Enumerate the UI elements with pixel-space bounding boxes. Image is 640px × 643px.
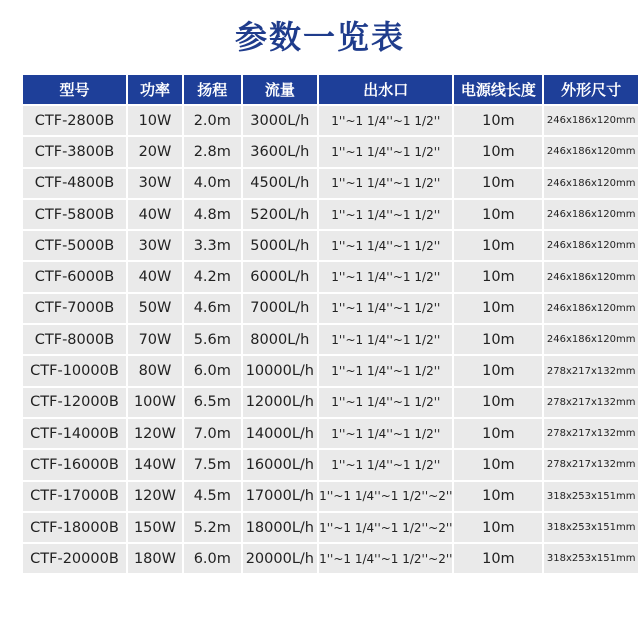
cell-dimensions: 278x217x132mm bbox=[544, 419, 638, 448]
cell-flow: 10000L/h bbox=[243, 356, 318, 385]
table-row bbox=[23, 200, 638, 229]
table-row bbox=[23, 544, 638, 573]
header-cable-length: 电源线长度 bbox=[454, 75, 542, 104]
cell-flow: 6000L/h bbox=[243, 262, 318, 291]
table-row bbox=[23, 388, 638, 417]
table-row bbox=[23, 482, 638, 511]
table-header-row bbox=[23, 75, 638, 104]
cell-dimensions: 318x253x151mm bbox=[544, 513, 638, 542]
cell-dimensions: 278x217x132mm bbox=[544, 450, 638, 479]
cell-cable-length: 10m bbox=[454, 513, 542, 542]
cell-dimensions: 278x217x132mm bbox=[544, 356, 638, 385]
cell-outlet: 1''~1 1/4''~1 1/2''~2'' bbox=[319, 482, 452, 511]
cell-cable-length: 10m bbox=[454, 200, 542, 229]
cell-cable-length: 10m bbox=[454, 388, 542, 417]
cell-flow: 14000L/h bbox=[243, 419, 318, 448]
cell-power: 70W bbox=[128, 325, 182, 354]
cell-head: 2.0m bbox=[184, 106, 241, 135]
cell-power: 30W bbox=[128, 231, 182, 260]
cell-model: CTF-14000B bbox=[23, 419, 126, 448]
cell-power: 20W bbox=[128, 137, 182, 166]
cell-outlet: 1''~1 1/4''~1 1/2'' bbox=[319, 169, 452, 198]
cell-flow: 16000L/h bbox=[243, 450, 318, 479]
cell-outlet: 1''~1 1/4''~1 1/2'' bbox=[319, 450, 452, 479]
cell-outlet: 1''~1 1/4''~1 1/2''~2'' bbox=[319, 544, 452, 573]
cell-outlet: 1''~1 1/4''~1 1/2'' bbox=[319, 294, 452, 323]
cell-outlet: 1''~1 1/4''~1 1/2'' bbox=[319, 137, 452, 166]
cell-power: 50W bbox=[128, 294, 182, 323]
cell-cable-length: 10m bbox=[454, 325, 542, 354]
cell-model: CTF-12000B bbox=[23, 388, 126, 417]
cell-dimensions: 246x186x120mm bbox=[544, 262, 638, 291]
header-dimensions: 外形尺寸 bbox=[544, 75, 638, 104]
cell-power: 40W bbox=[128, 200, 182, 229]
cell-cable-length: 10m bbox=[454, 169, 542, 198]
cell-model: CTF-2800B bbox=[23, 106, 126, 135]
table-row bbox=[23, 450, 638, 479]
cell-flow: 12000L/h bbox=[243, 388, 318, 417]
cell-flow: 18000L/h bbox=[243, 513, 318, 542]
cell-dimensions: 246x186x120mm bbox=[544, 325, 638, 354]
cell-head: 6.0m bbox=[184, 356, 241, 385]
cell-power: 120W bbox=[128, 482, 182, 511]
header-outlet: 出水口 bbox=[319, 75, 452, 104]
cell-dimensions: 246x186x120mm bbox=[544, 294, 638, 323]
cell-flow: 8000L/h bbox=[243, 325, 318, 354]
cell-model: CTF-10000B bbox=[23, 356, 126, 385]
cell-cable-length: 10m bbox=[454, 231, 542, 260]
cell-flow: 4500L/h bbox=[243, 169, 318, 198]
header-model: 型号 bbox=[23, 75, 126, 104]
cell-model: CTF-18000B bbox=[23, 513, 126, 542]
cell-flow: 17000L/h bbox=[243, 482, 318, 511]
cell-cable-length: 10m bbox=[454, 450, 542, 479]
cell-head: 7.5m bbox=[184, 450, 241, 479]
cell-power: 180W bbox=[128, 544, 182, 573]
cell-model: CTF-6000B bbox=[23, 262, 126, 291]
cell-dimensions: 278x217x132mm bbox=[544, 388, 638, 417]
table-row bbox=[23, 325, 638, 354]
cell-head: 4.8m bbox=[184, 200, 241, 229]
cell-flow: 20000L/h bbox=[243, 544, 318, 573]
cell-model: CTF-4800B bbox=[23, 169, 126, 198]
cell-model: CTF-17000B bbox=[23, 482, 126, 511]
cell-power: 100W bbox=[128, 388, 182, 417]
cell-outlet: 1''~1 1/4''~1 1/2'' bbox=[319, 231, 452, 260]
cell-dimensions: 246x186x120mm bbox=[544, 137, 638, 166]
cell-model: CTF-20000B bbox=[23, 544, 126, 573]
cell-cable-length: 10m bbox=[454, 262, 542, 291]
cell-head: 2.8m bbox=[184, 137, 241, 166]
cell-model: CTF-5000B bbox=[23, 231, 126, 260]
table-body bbox=[23, 106, 638, 573]
header-power: 功率 bbox=[128, 75, 182, 104]
cell-model: CTF-16000B bbox=[23, 450, 126, 479]
table-row bbox=[23, 513, 638, 542]
table-row bbox=[23, 294, 638, 323]
page-title: 参数一览表 bbox=[234, 18, 405, 56]
spec-table bbox=[21, 73, 640, 575]
cell-outlet: 1''~1 1/4''~1 1/2'' bbox=[319, 106, 452, 135]
header-flow: 流量 bbox=[243, 75, 318, 104]
cell-power: 40W bbox=[128, 262, 182, 291]
cell-head: 5.6m bbox=[184, 325, 241, 354]
cell-power: 10W bbox=[128, 106, 182, 135]
cell-power: 150W bbox=[128, 513, 182, 542]
cell-outlet: 1''~1 1/4''~1 1/2'' bbox=[319, 200, 452, 229]
cell-power: 30W bbox=[128, 169, 182, 198]
cell-model: CTF-5800B bbox=[23, 200, 126, 229]
cell-outlet: 1''~1 1/4''~1 1/2'' bbox=[319, 419, 452, 448]
cell-dimensions: 246x186x120mm bbox=[544, 200, 638, 229]
cell-model: CTF-3800B bbox=[23, 137, 126, 166]
cell-dimensions: 318x253x151mm bbox=[544, 482, 638, 511]
cell-head: 5.2m bbox=[184, 513, 241, 542]
table-row bbox=[23, 169, 638, 198]
cell-head: 4.5m bbox=[184, 482, 241, 511]
cell-flow: 3600L/h bbox=[243, 137, 318, 166]
cell-cable-length: 10m bbox=[454, 419, 542, 448]
cell-outlet: 1''~1 1/4''~1 1/2'' bbox=[319, 356, 452, 385]
cell-cable-length: 10m bbox=[454, 544, 542, 573]
cell-flow: 7000L/h bbox=[243, 294, 318, 323]
cell-model: CTF-7000B bbox=[23, 294, 126, 323]
cell-dimensions: 246x186x120mm bbox=[544, 169, 638, 198]
cell-cable-length: 10m bbox=[454, 137, 542, 166]
cell-cable-length: 10m bbox=[454, 482, 542, 511]
cell-cable-length: 10m bbox=[454, 294, 542, 323]
cell-cable-length: 10m bbox=[454, 106, 542, 135]
cell-outlet: 1''~1 1/4''~1 1/2'' bbox=[319, 388, 452, 417]
table-row bbox=[23, 231, 638, 260]
cell-power: 140W bbox=[128, 450, 182, 479]
cell-cable-length: 10m bbox=[454, 356, 542, 385]
cell-power: 80W bbox=[128, 356, 182, 385]
table-row bbox=[23, 419, 638, 448]
cell-dimensions: 318x253x151mm bbox=[544, 544, 638, 573]
cell-head: 4.6m bbox=[184, 294, 241, 323]
cell-outlet: 1''~1 1/4''~1 1/2'' bbox=[319, 325, 452, 354]
cell-power: 120W bbox=[128, 419, 182, 448]
table-row bbox=[23, 106, 638, 135]
cell-head: 6.5m bbox=[184, 388, 241, 417]
cell-dimensions: 246x186x120mm bbox=[544, 231, 638, 260]
cell-outlet: 1''~1 1/4''~1 1/2''~2'' bbox=[319, 513, 452, 542]
cell-flow: 5200L/h bbox=[243, 200, 318, 229]
table-row bbox=[23, 356, 638, 385]
cell-head: 4.2m bbox=[184, 262, 241, 291]
cell-head: 6.0m bbox=[184, 544, 241, 573]
cell-flow: 5000L/h bbox=[243, 231, 318, 260]
cell-flow: 3000L/h bbox=[243, 106, 318, 135]
cell-head: 3.3m bbox=[184, 231, 241, 260]
cell-model: CTF-8000B bbox=[23, 325, 126, 354]
cell-outlet: 1''~1 1/4''~1 1/2'' bbox=[319, 262, 452, 291]
table-row bbox=[23, 262, 638, 291]
cell-head: 7.0m bbox=[184, 419, 241, 448]
header-head: 扬程 bbox=[184, 75, 241, 104]
cell-head: 4.0m bbox=[184, 169, 241, 198]
table-row bbox=[23, 137, 638, 166]
cell-dimensions: 246x186x120mm bbox=[544, 106, 638, 135]
